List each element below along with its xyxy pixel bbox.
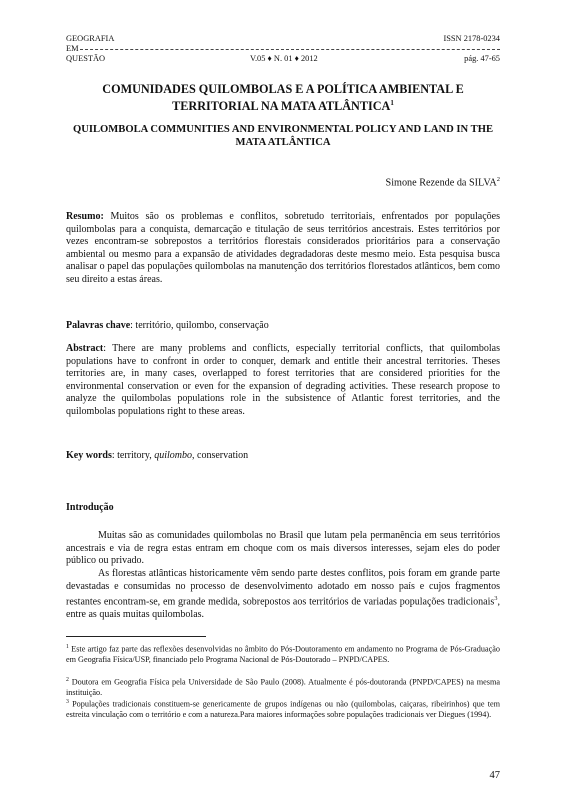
volume-number: V.05 ♦ N. 01 ♦ 2012 (250, 54, 318, 63)
footnote-ref-2: 2 (496, 176, 500, 183)
keywords-label: Key words (66, 450, 112, 461)
footnote-3: $^3$ Populações tradicionais constituem-se genericamente de grupos indígenas ou não (quilombolas, caiçaras, ribeirinhos) que tem estreita vinculação com o território e com a natureza.Para maiores informações sobre populações tradicionais ver Diegues (1994). (66, 699, 500, 719)
palavras-label: Palavras chave (66, 320, 131, 331)
author-line (386, 176, 500, 188)
palavras-chave (66, 320, 500, 333)
footnote-ref-3: 3 (494, 595, 498, 603)
author-name: Simone Rezende da SILVA (385, 177, 497, 189)
intro-paragraph-1: Muitas são as comunidades quilombolas no Brasil que lutam pela permanência em seus territórios ancestrais e via de regra estas entram em choque com os mais diversos interesses, sejam eles do poder público ou privado. (66, 530, 500, 567)
resumo-text: Muitos são os problemas e conflitos, sobretudo territoriais, enfrentados por populações quilombolas para a conquista, demarcação e titulação de seus territórios ancestrais. Estes territórios por vezes encontram-se sobrepostos a territórios florestais considerados prioritários para a conservação ambiental ou mesmo para a expansão de atividades degradadoras deste mesmo meio. Esta pesquisa busca analisar o papel das populações quilombolas na manutenção dos territórios florestados atlânticos, bem como seu direito a estas áreas. (66, 211, 500, 285)
abstract-paragraph (66, 343, 500, 419)
footnote-1: $^1$ Este artigo faz parte das reflexões desenvolvidas no âmbito do Pós-Doutoramento em andamento no Programa de Pós-Graduação em Geografia Física/USP, financiado pelo Programa Nacional de Pós-Doutorado – PNPD/CAPES. (66, 644, 500, 664)
abstract-text: : There are many problems and conflicts, especially territorial conflicts, that quilombolas populations have to confront in order to conquer, demark and entitle their ancestral territories. Theses territories are, in many cases, overlapped to forest territories that are considered priorities for the environmental conservation or even for the expansion of degrading activities. These research propose to analyze the quilombolas populations role in the subsistence of Atlantic forest territories, and the quilombolas populations right to these areas. (66, 343, 500, 417)
keyword-quilombo: quilombo (154, 450, 193, 461)
title-english: QUILOMBOLA COMMUNITIES AND ENVIRONMENTAL POLICY AND LAND IN THE MATA ATLÂNTICA (72, 124, 494, 148)
palavras-text: : território, quilombo, conservação (130, 320, 269, 331)
header-dashed-rule (80, 49, 500, 50)
footnote-separator (66, 636, 206, 637)
resumo-paragraph (66, 211, 500, 287)
resumo-label: Resumo: (66, 211, 104, 222)
page-range: pág. 47-65 (464, 54, 500, 63)
journal-name-line3: QUESTÃO (66, 54, 106, 63)
journal-name-line2: EM (66, 44, 79, 53)
abstract-label: Abstract (66, 343, 104, 354)
key-words: Key words: territory, quilombo, conservation (66, 450, 249, 461)
intro-paragraph-2: As florestas atlânticas historicamente vêm sendo parte destes conflitos, pois foram em grande parte devastadas e consumidas no processo de desenvolvimento adotado em nosso país e cujos fragmentos restantes encontram-se, em grande medida, sobrepostos aos territórios de variadas populações tradicionais$^3$, entre as quais muitas quilombolas. (66, 568, 500, 621)
page-number: 47 (489, 770, 500, 781)
title-portuguese: COMUNIDADES QUILOMBOLAS E A POLÍTICA AMBIENTAL E TERRITORIAL NA MATA ATLÂNTICA$^1$ (102, 82, 464, 114)
footnote-ref-1: 1 (390, 99, 394, 107)
journal-name-line1: GEOGRAFIA (66, 34, 115, 43)
section-heading-introducao: Introdução (66, 502, 114, 513)
footnote-2: $^2$ Doutora em Geografia Física pela Universidade de São Paulo (2008). Atualmente é pós-doutoranda (PNPD/CAPES) na mesma instituição. (66, 677, 500, 697)
issn: ISSN 2178-0234 (443, 34, 500, 43)
